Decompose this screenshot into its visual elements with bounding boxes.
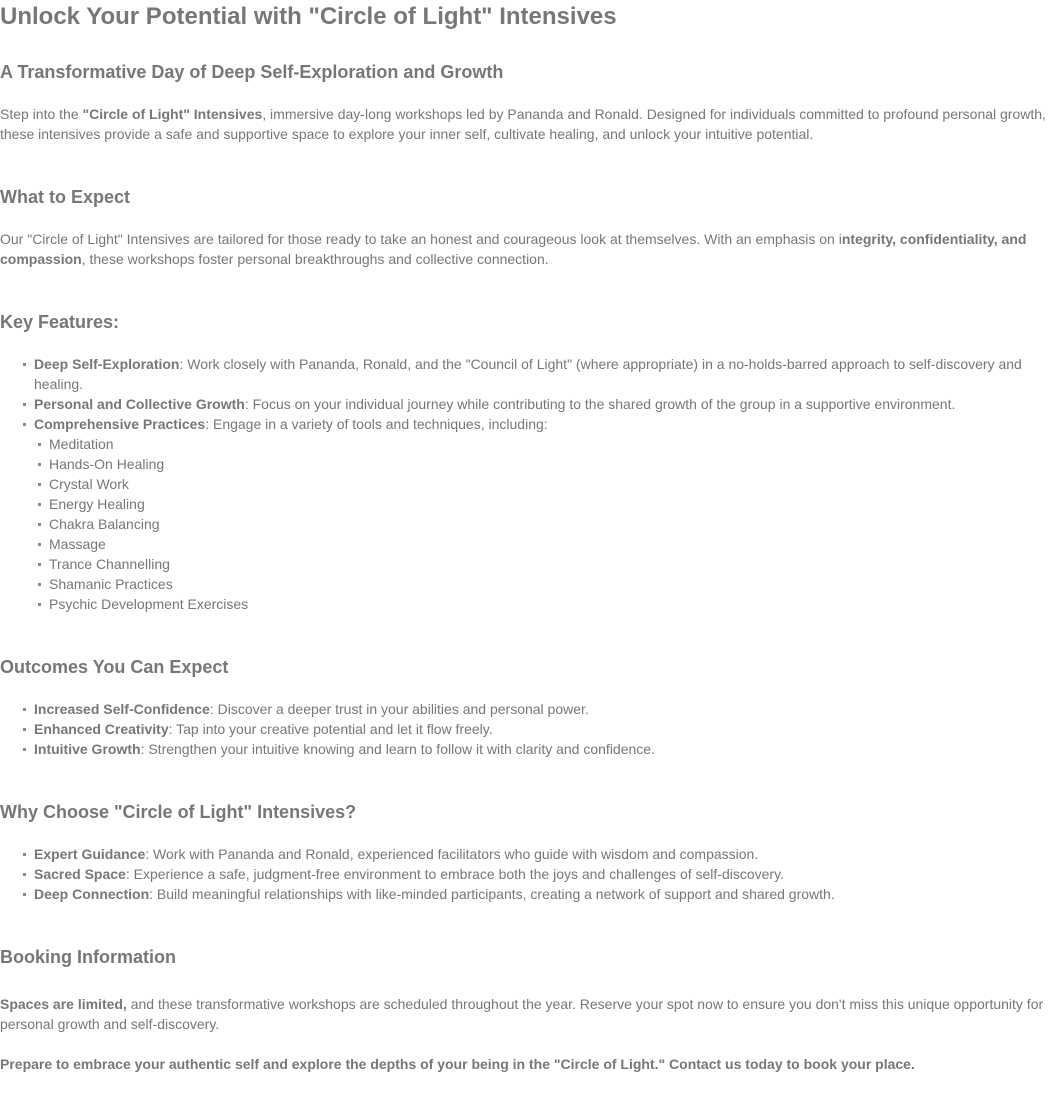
closing-text: Prepare to embrace your authentic self and explore the depths of your being in the "Circle of Light." Contact us today to book your place. <box>0 1056 915 1072</box>
expect-text-bold: ntegrity, confidentiality, and compassion <box>0 231 1027 267</box>
booking-paragraph <box>0 994 1058 1034</box>
expect-text-post: , these workshops foster personal breakthroughs and collective connection. <box>81 251 549 267</box>
page-title: Unlock Your Potential with "Circle of Light" Intensives <box>0 3 617 30</box>
section-heading-outcomes: Outcomes You Can Expect <box>0 657 229 677</box>
list-item-bold: Deep Self-Exploration <box>34 356 180 372</box>
list-item-bold: Expert Guidance <box>34 846 146 862</box>
list-item-text: : Experience a safe, judgment-free environment to embrace both the joys and challenges of self-discovery. <box>125 866 784 882</box>
section-heading-features: Key Features: <box>0 312 120 332</box>
practice-item: Energy Healing <box>34 494 1058 514</box>
list-item-text: : Work with Pananda and Ronald, experienced facilitators who guide with wisdom and compassion. <box>145 846 759 862</box>
features-list <box>0 354 1058 614</box>
list-item <box>0 354 1058 394</box>
list-item <box>0 739 1058 759</box>
list-item <box>0 844 1058 864</box>
outcomes-list <box>0 699 1058 759</box>
list-item-text: : Build meaningful relationships with like-minded participants, creating a network of support and shared growth. <box>149 886 835 902</box>
list-item <box>0 414 1058 614</box>
list-item-text: : Tap into your creative potential and let it flow freely. <box>168 721 493 737</box>
list-item <box>0 394 1058 414</box>
booking-text-bold: Spaces are limited, <box>0 996 127 1012</box>
list-item-bold: Enhanced Creativity <box>34 721 169 737</box>
section-heading-booking: Booking Information <box>0 947 176 967</box>
list-item-bold: Deep Connection <box>34 886 150 902</box>
list-item-text: : Work closely with Pananda, Ronald, and the "Council of Light" (where appropriate) in a no-holds-barred approach to self-discovery and healing. <box>34 356 1022 392</box>
practices-list <box>34 434 1058 614</box>
list-item-bold: Personal and Collective Growth <box>34 396 245 412</box>
list-item <box>0 699 1058 719</box>
practice-item: Meditation <box>34 434 1058 454</box>
expect-paragraph <box>0 229 1058 269</box>
list-item <box>0 719 1058 739</box>
practice-item: Shamanic Practices <box>34 574 1058 594</box>
list-item-bold: Sacred Space <box>34 866 126 882</box>
list-item-text: : Strengthen your intuitive knowing and learn to follow it with clarity and confidence. <box>140 741 655 757</box>
expect-text-pre: Our "Circle of Light" Intensives are tailored for those ready to take an honest and courageous look at themselves. With an emphasis on i <box>0 231 842 247</box>
intro-text-post: , immersive day-long workshops led by Pananda and Ronald. Designed for individuals committed to profound personal growth, these intensives provide a safe and supportive space to explore your inner self, cultivate healing, and unlock your intuitive potential. <box>0 106 1046 142</box>
closing-paragraph <box>0 1054 1058 1074</box>
intro-text-pre: Step into the <box>0 106 83 122</box>
list-item-bold: Comprehensive Practices <box>34 416 206 432</box>
practice-item: Trance Channelling <box>34 554 1058 574</box>
list-item-text: : Focus on your individual journey while contributing to the shared growth of the group in a supportive environment. <box>244 396 956 412</box>
list-item <box>0 884 1058 904</box>
list-item-bold: Increased Self-Confidence <box>34 701 210 717</box>
list-item <box>0 864 1058 884</box>
why-list <box>0 844 1058 904</box>
page-subtitle: A Transformative Day of Deep Self-Exploration and Growth <box>0 62 504 82</box>
list-item-bold: Intuitive Growth <box>34 741 141 757</box>
practice-item: Chakra Balancing <box>34 514 1058 534</box>
practice-item: Massage <box>34 534 1058 554</box>
section-heading-expect: What to Expect <box>0 187 131 207</box>
section-heading-why: Why Choose "Circle of Light" Intensives? <box>0 802 357 822</box>
list-item-text: : Discover a deeper trust in your abilities and personal power. <box>209 701 589 717</box>
practice-item: Psychic Development Exercises <box>34 594 1058 614</box>
practice-item: Hands-On Healing <box>34 454 1058 474</box>
intro-text-bold: "Circle of Light" Intensives <box>82 106 263 122</box>
booking-text: and these transformative workshops are scheduled throughout the year. Reserve your spot now to ensure you don't miss this unique opportunity for personal growth and self-discovery. <box>0 996 1044 1032</box>
practice-item: Crystal Work <box>34 474 1058 494</box>
list-item-text: : Engage in a variety of tools and techniques, including: <box>205 416 548 432</box>
intro-paragraph <box>0 104 1058 144</box>
